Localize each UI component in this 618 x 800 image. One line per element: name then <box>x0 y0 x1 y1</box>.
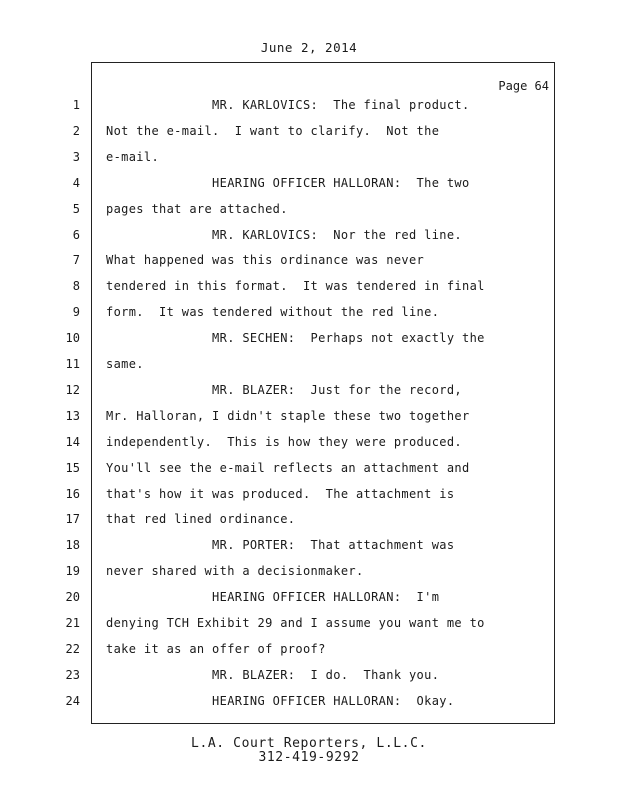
line-text: MR. BLAZER: Just for the record, <box>106 382 463 397</box>
line-number: 7 <box>72 253 80 268</box>
footer-phone: 312-419-9292 <box>258 750 360 765</box>
transcript-line <box>0 377 618 403</box>
line-number: 17 <box>65 512 80 527</box>
line-number: 8 <box>72 279 80 294</box>
line-number: 6 <box>72 227 80 242</box>
line-number: 24 <box>65 693 80 708</box>
transcript-line <box>0 351 618 377</box>
line-number: 5 <box>72 201 80 216</box>
line-number: 19 <box>65 564 80 579</box>
line-text: MR. SECHEN: Perhaps not exactly the <box>106 331 485 346</box>
transcript-line <box>0 506 618 532</box>
line-number: 3 <box>72 149 80 164</box>
transcript-line <box>0 144 618 170</box>
line-number: 9 <box>72 305 80 320</box>
line-text: HEARING OFFICER HALLORAN: Okay. <box>106 693 455 708</box>
line-text: pages that are attached. <box>106 201 288 216</box>
transcript-line <box>0 455 618 481</box>
transcript-line <box>0 662 618 688</box>
line-number: 10 <box>65 331 80 346</box>
transcript-line <box>0 558 618 584</box>
line-text: HEARING OFFICER HALLORAN: The two <box>106 175 470 190</box>
line-number: 23 <box>65 667 80 682</box>
transcript-line <box>0 196 618 222</box>
transcript-line <box>0 299 618 325</box>
transcript-line <box>0 636 618 662</box>
line-number: 18 <box>65 538 80 553</box>
line-number: 20 <box>65 590 80 605</box>
line-text: HEARING OFFICER HALLORAN: I'm <box>106 590 440 605</box>
line-text: MR. KARLOVICS: Nor the red line. <box>106 227 463 242</box>
line-text: take it as an offer of proof? <box>106 641 326 656</box>
line-number: 4 <box>72 175 80 190</box>
line-number: 14 <box>65 434 80 449</box>
transcript-line <box>0 429 618 455</box>
page-number: Page 64 <box>498 79 549 93</box>
line-text: e-mail. <box>106 149 160 164</box>
footer <box>0 737 618 765</box>
line-text: You'll see the e-mail reflects an attachment and <box>106 460 470 475</box>
line-number: 13 <box>65 408 80 423</box>
transcript-line <box>0 273 618 299</box>
line-text: never shared with a decisionmaker. <box>106 564 364 579</box>
line-number: 12 <box>65 382 80 397</box>
line-text: What happened was this ordinance was never <box>106 253 425 268</box>
line-text: denying TCH Exhibit 29 and I assume you want me to <box>106 616 485 630</box>
line-text: same. <box>106 357 144 371</box>
line-text: Not the e-mail. I want to clarify. Not the <box>106 123 440 138</box>
transcript-line <box>0 403 618 429</box>
line-text: independently. This is how they were produced. <box>106 434 463 449</box>
line-number: 22 <box>65 641 80 656</box>
transcript-line <box>0 247 618 273</box>
transcript-line <box>0 610 618 636</box>
line-text: MR. KARLOVICS: The final product. <box>106 98 470 112</box>
line-number: 2 <box>72 123 80 138</box>
line-number: 11 <box>65 357 80 371</box>
transcript-line <box>0 118 618 144</box>
line-number: 1 <box>72 98 80 112</box>
line-text: that's how it was produced. The attachment is <box>106 486 455 501</box>
header-date: June 2, 2014 <box>260 40 358 55</box>
line-text: that red lined ordinance. <box>106 512 296 527</box>
footer-company: L.A. Court Reporters, L.L.C. <box>191 736 427 751</box>
transcript-line <box>0 481 618 507</box>
line-number: 21 <box>65 616 80 630</box>
transcript-line <box>0 222 618 248</box>
transcript-line <box>0 325 618 351</box>
line-number: 15 <box>65 460 80 475</box>
transcript-line <box>0 584 618 610</box>
line-text: MR. BLAZER: I do. Thank you. <box>106 667 440 682</box>
transcript-line <box>0 688 618 714</box>
line-text: tendered in this format. It was tendered in final <box>106 279 485 294</box>
transcript-line <box>0 532 618 558</box>
transcript-line <box>0 170 618 196</box>
line-text: MR. PORTER: That attachment was <box>106 538 455 553</box>
line-number: 16 <box>65 486 80 501</box>
line-text: form. It was tendered without the red line. <box>106 305 440 320</box>
line-text: Mr. Halloran, I didn't staple these two together <box>106 408 470 423</box>
transcript-line <box>0 92 618 118</box>
